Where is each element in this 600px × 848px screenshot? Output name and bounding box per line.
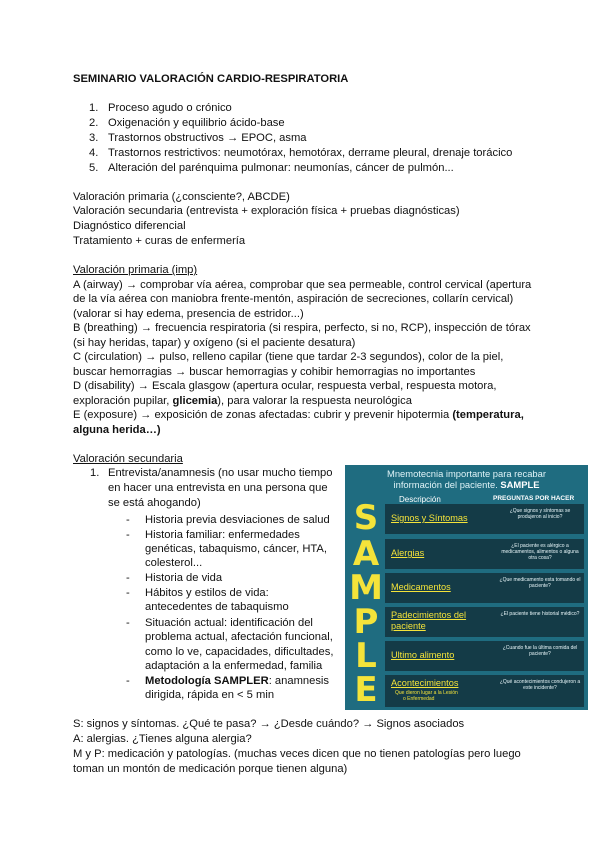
dash-bullet: - (126, 529, 130, 541)
primary-heading: Valoración primaria (imp) (73, 264, 198, 276)
bullet-line: adaptación a la enfermedad, familia (145, 660, 323, 672)
row-label: Signos y Síntomas (391, 513, 468, 523)
row-question: ¿El paciente es alérgico a medicamentos, alimentos o alguna otra cosa? (501, 543, 579, 562)
sample-mnemonic-graphic (345, 465, 588, 710)
bottom-line: A: alergias. ¿Tienes alguna alergia? (73, 733, 252, 745)
bullet-line: Historia familiar: enfermedades (145, 529, 300, 541)
bullet-line: colesterol... (145, 557, 203, 569)
bottom-line: M y P: medicación y patologías. (muchas veces dicen que no tienen patologías pero luego (73, 748, 521, 760)
mnemonic-row (385, 504, 584, 534)
row-label: Ultimo alimento (391, 650, 455, 660)
list-item: Trastornos restrictivos: neumotórax, hemotórax, derrame pleural, drenaje torácico (108, 147, 513, 159)
graphic-header: Mnemotecnia importante para recabar (387, 468, 546, 479)
bold-text: SAMPLE (500, 479, 540, 490)
row-label: Acontecimientos (391, 678, 459, 688)
secondary-heading: Valoración secundaria (73, 453, 183, 465)
primary-line: (si hay heridas, tapar) y oxígeno (si el paciente desatura) (73, 337, 356, 349)
mnemonic-row (385, 607, 584, 637)
row-label: Alergias (391, 548, 425, 558)
bullet-line: Hábitos y estilos de vida: (145, 587, 269, 599)
column-header-questions: PREGUNTAS POR HACER (493, 495, 575, 502)
primary-line: A (airway) → comprobar vía aérea, comprobar que sea permeable, control cervical (apertura (73, 279, 532, 291)
list-item: Proceso agudo o crónico (108, 102, 232, 114)
row-question: ¿El paciente tiene historial médico? (500, 611, 580, 617)
bullet-line: problema actual, afectación funcional, (145, 631, 333, 643)
text: paciente (391, 621, 426, 631)
primary-line: D (disability) → Escala glasgow (apertura ocular, respuesta verbal, respuesta motora, (73, 380, 497, 392)
dash-bullet: - (126, 572, 130, 584)
bullet-line: genéticas, tabaquismo, cáncer, HTA, (145, 543, 327, 555)
secondary-item-line: en hacer una entrevista en una persona que (108, 482, 328, 494)
text: exploración pupilar, (73, 395, 173, 407)
list-number: 1. (89, 102, 99, 114)
mnemonic-row (385, 573, 584, 603)
column-header-description: Descripción (399, 495, 441, 504)
list-number: 5. (89, 162, 99, 174)
list-item: Alteración del parénquima pulmonar: neumonías, cáncer de pulmón... (108, 162, 454, 174)
bottom-line: S: signos y síntomas. ¿Qué te pasa? → ¿Desde cuándo? → Signos asociados (73, 718, 465, 730)
mnemonic-row (385, 641, 584, 671)
text: E (exposure) → exposición de zonas afectadas: cubrir y prevenir hipotermia (73, 409, 453, 421)
list-item: Oxigenación y equilibrio ácido-base (108, 117, 285, 129)
bullet-line: como lo ve, capacidades, dificultades, (145, 646, 334, 658)
bullet-line (145, 674, 329, 689)
mnemonic-row (385, 675, 584, 707)
mnemonic-letter: A (352, 534, 380, 574)
mnemonic-letter: L (355, 636, 377, 676)
primary-line: buscar hemorragias → buscar hemorragias y cohibir hemorragias no importantes (73, 366, 476, 378)
bullet-line: Historia previa desviaciones de salud (145, 514, 330, 526)
document-title: SEMINARIO VALORACIÓN CARDIO-RESPIRATORIA (73, 73, 349, 85)
bold-text: glicemia (172, 395, 218, 407)
text: : anamnesis (268, 675, 330, 687)
secondary-item-line: Entrevista/anamnesis (no usar mucho tiempo (108, 467, 333, 479)
mnemonic-letter: M (349, 568, 383, 608)
bullet-line: Historia de vida (145, 572, 223, 584)
bold-text: (temperatura, (452, 409, 524, 421)
primary-line: de la vía aérea con maniobra frente-mentón, aspiración de secreciones, collarín cervical) (73, 293, 514, 305)
mnemonic-row (385, 539, 584, 569)
summary-line: Tratamiento + curas de enfermería (73, 235, 246, 247)
list-number: 4. (89, 147, 99, 159)
primary-line-d2 (73, 394, 412, 409)
list-number: 1. (90, 467, 100, 479)
list-item: Trastornos obstructivos → EPOC, asma (108, 132, 307, 144)
mnemonic-letter: E (354, 670, 378, 710)
row-question: ¿Cuando fue la última comida del paciente? (502, 645, 578, 658)
row-label (391, 610, 466, 632)
row-question: ¿Que medicamento esta tomando el paciente? (499, 577, 581, 590)
text: Padecimientos del (391, 610, 467, 620)
mnemonic-letter: S (353, 498, 379, 538)
dash-bullet: - (126, 514, 130, 526)
bullet-line: antecedentes de tabaquismo (145, 601, 289, 613)
row-question: ¿Qué acontecimientos condujeron a este incidente? (499, 679, 581, 692)
bullet-line: Situación actual: identificación del (145, 617, 313, 629)
primary-line-e2: alguna herida…) (73, 424, 161, 436)
row-label: Medicamentos (391, 582, 451, 592)
primary-line-e1 (73, 408, 524, 423)
dash-bullet: - (126, 675, 130, 687)
row-sublabel: o Enfermedad (403, 696, 435, 702)
bottom-line: toman un montón de medicación porque tienen alguna) (73, 763, 348, 775)
row-sublabel: Que dieron lugar a la Lesión (395, 690, 458, 696)
primary-line: B (breathing) → frecuencia respiratoria (si respira, perfecto, si no, RCP), inspección de tórax (73, 322, 531, 334)
list-number: 3. (89, 132, 99, 144)
text: información del paciente. (393, 479, 501, 490)
bullet-line: dirigida, rápida en < 5 min (145, 689, 275, 701)
summary-line: Valoración primaria (¿consciente?, ABCDE) (73, 191, 290, 203)
summary-line: Valoración secundaria (entrevista + exploración física + pruebas diagnósticas) (73, 205, 460, 217)
primary-line: C (circulation) → pulso, relleno capilar (tiene que tardar 2-3 segundos), color de la piel, (73, 351, 504, 363)
dash-bullet: - (126, 587, 130, 599)
summary-line: Diagnóstico diferencial (73, 220, 186, 232)
secondary-item-line: se está ahogando) (108, 497, 201, 509)
graphic-header (345, 479, 588, 490)
list-number: 2. (89, 117, 99, 129)
row-question: ¿Que signos y síntomas se produjeron al inicio? (509, 508, 571, 521)
mnemonic-letter: P (353, 602, 379, 642)
primary-line: (valorar si hay edema, presencia de estridor...) (73, 308, 304, 320)
text: ), para valorar la respuesta neurológica (217, 395, 412, 407)
bold-text: Metodología SAMPLER (145, 675, 269, 687)
dash-bullet: - (126, 617, 130, 629)
